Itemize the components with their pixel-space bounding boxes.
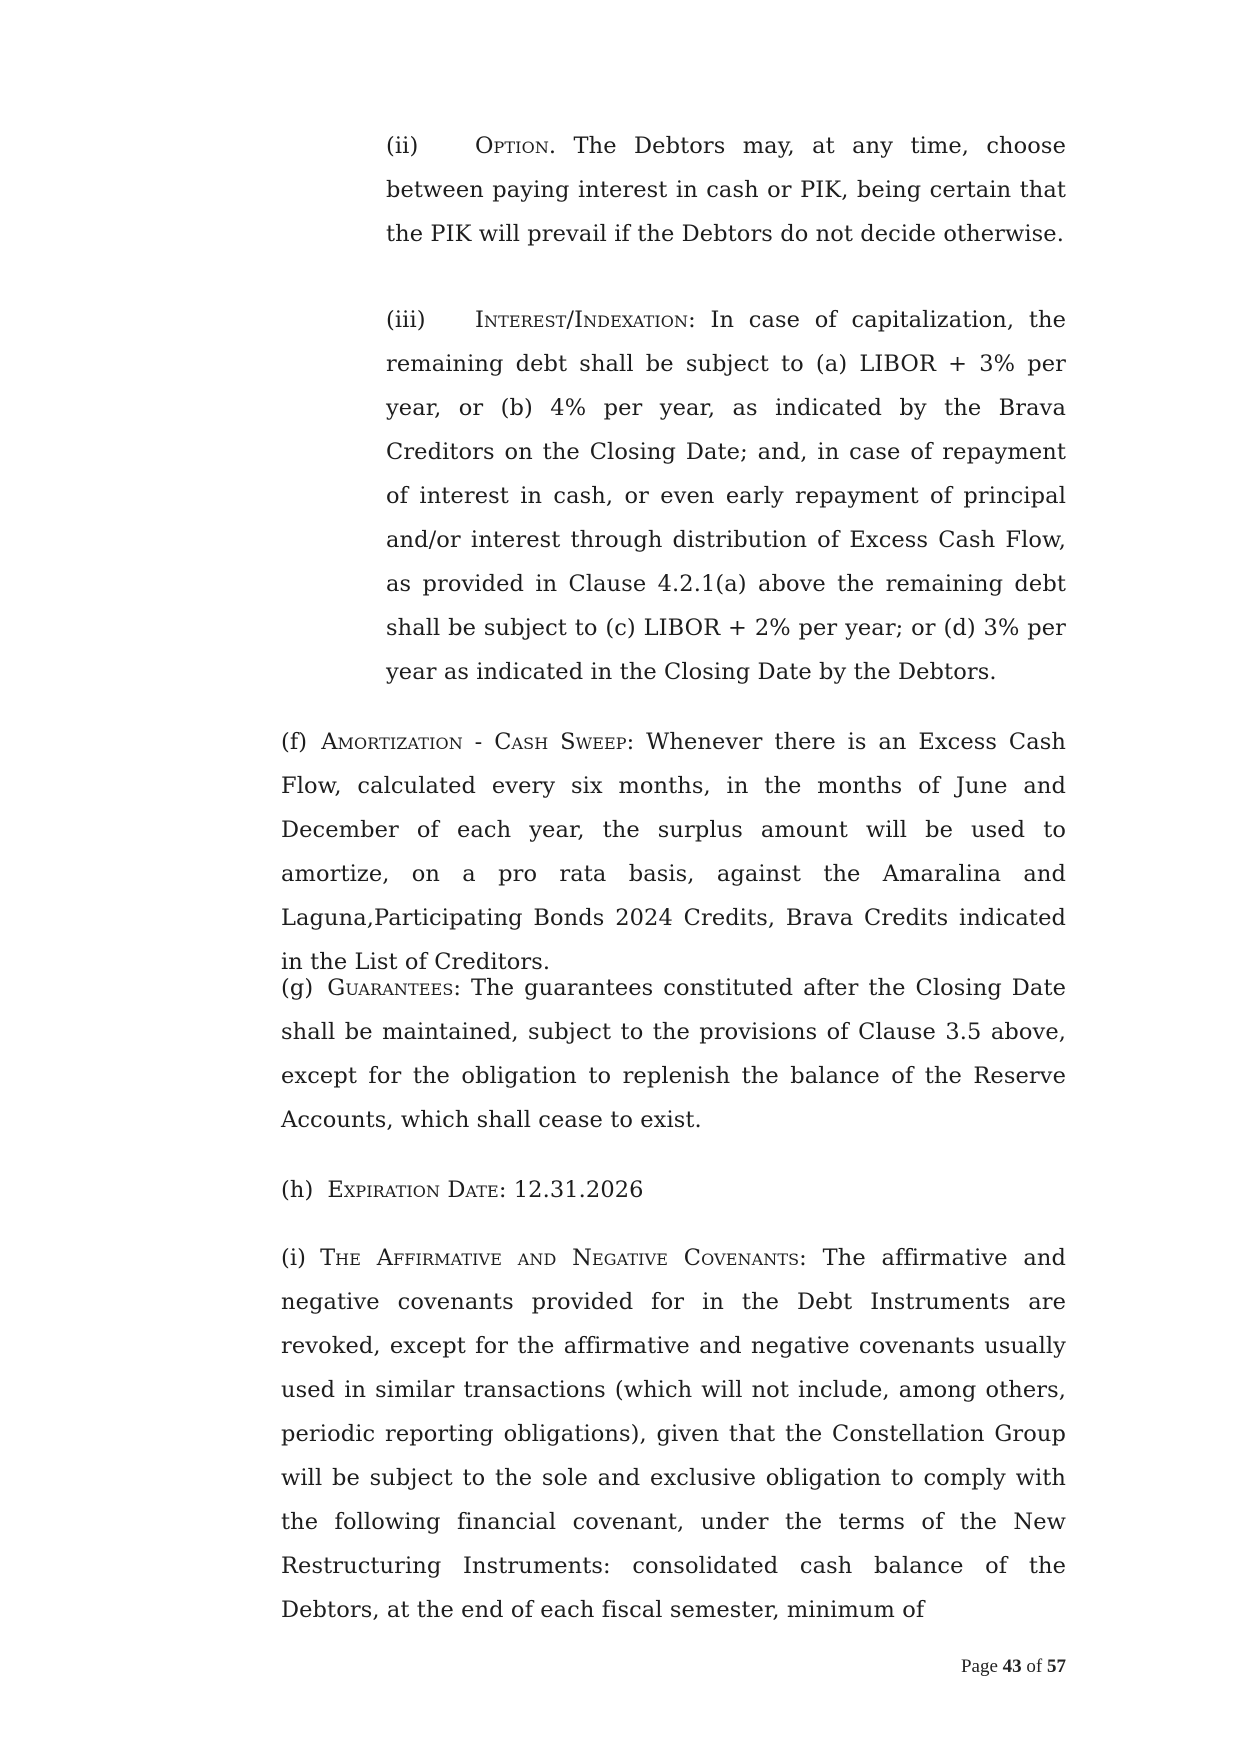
clause-heading: Interest/Indexation: [475, 307, 689, 333]
clause-text: The guarantees constituted after the Closing Date shall be maintained, subject to the provisions of Clause 3.5 above, except for the obligation to replenish the balance of the Reserve Accounts, which shall cease to exist.: [281, 975, 1066, 1133]
clause-punct: :: [453, 975, 462, 1001]
clause-punct: .: [548, 133, 557, 159]
clause-text: 12.31.2026: [506, 1177, 644, 1203]
clause-iii: [386, 298, 1066, 694]
clause-text: The affirmative and negative covenants provided for in the Debt Instruments are revoked, except for the affirmative and negative covenants usually used in similar transactions (which will not include, among others, periodic reporting obligations), given that the Constellation Group will be subject to the sole and exclusive obligation to comply with the following financial covenant, under the terms of the New Restructuring Instruments: consolidated cash balance of the Debtors, at the end of each fiscal semester, minimum of: [281, 1245, 1066, 1623]
clause-punct: :: [688, 307, 696, 333]
clause-f: [281, 720, 1066, 984]
page-footer: [961, 1656, 1066, 1678]
clause-text: In case of capitalization, the remaining debt shall be subject to (a) LIBOR + 3% per year, or (b) 4% per year, as indicated by the Brava Creditors on the Closing Date; and, in case of repayment of interest in cash, or even early repayment of principal and/or interest through distribution of Excess Cash Flow, as provided in Clause 4.2.1(a) above the remaining debt shall be subject to (c) LIBOR + 2% per year; or (d) 3% per year as indicated in the Closing Date by the Debtors.: [386, 307, 1066, 685]
page-word: Page: [960, 1656, 998, 1677]
clause-heading: Expiration Date: [327, 1177, 499, 1203]
clause-text: Whenever there is an Excess Cash Flow, calculated every six months, in the months of June and December of each year, the surplus amount will be used to amortize, on a pro rata basis, against the Amaralina and Laguna,Participating Bonds 2024 Credits, Brava Credits indicated in the List of Creditors.: [281, 729, 1066, 975]
clause-label: (iii): [386, 307, 426, 333]
page-total: 57: [1047, 1656, 1066, 1677]
clause-heading: The Affirmative and Negative Covenants: [320, 1245, 800, 1271]
clause-heading: Option: [475, 133, 549, 159]
clause-i: [281, 1236, 1066, 1632]
clause-h: [281, 1168, 1066, 1212]
clause-heading: Guarantees: [327, 975, 454, 1001]
clause-label: (f): [281, 729, 308, 755]
clause-punct: :: [626, 729, 635, 755]
page-number: 43: [1002, 1656, 1022, 1677]
of-word: of: [1026, 1656, 1043, 1677]
clause-text: The Debtors may, at any time, choose between paying interest in cash or PIK, being certain that the PIK will prevail if the Debtors do not decide otherwise.: [386, 133, 1066, 247]
clause-label: (i): [281, 1245, 307, 1271]
clause-label: (ii): [386, 133, 419, 159]
clause-punct: :: [799, 1245, 807, 1271]
clause-punct: :: [498, 1177, 507, 1203]
clause-ii: [386, 124, 1066, 256]
clause-label: (h): [281, 1177, 314, 1203]
clause-label: (g): [281, 975, 314, 1001]
clause-g: [281, 966, 1066, 1142]
clause-heading: Amortization - Cash Sweep: [321, 729, 627, 755]
